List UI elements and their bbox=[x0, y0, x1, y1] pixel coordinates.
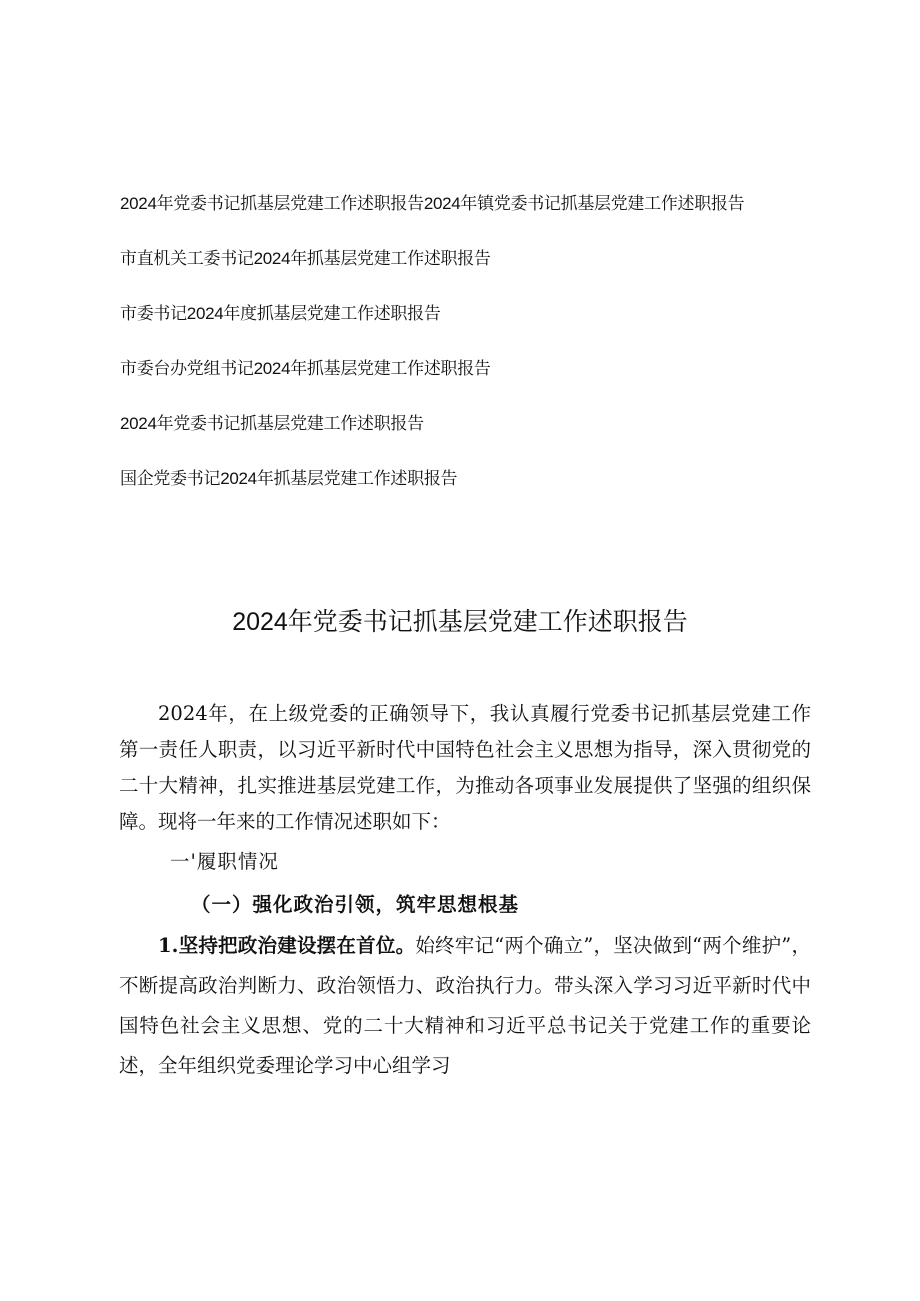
subsection-heading: （一）强化政治引领，筑牢思想根基 bbox=[191, 893, 520, 916]
toc-item[interactable]: 市委台办党组书记2024年抓基层党建工作述职报告 bbox=[120, 359, 491, 378]
point-lead: 1.坚持把政治建设摆在首位。 bbox=[158, 934, 416, 957]
document-title: 2024年党委书记抓基层党建工作述职报告 bbox=[232, 608, 688, 636]
toc-item[interactable]: 国企党委书记2024年抓基层党建工作述职报告 bbox=[120, 469, 458, 488]
point-paragraph bbox=[119, 926, 811, 1086]
toc-item[interactable]: 2024年党委书记抓基层党建工作述职报告2024年镇党委书记抓基层党建工作述职报告 bbox=[120, 194, 745, 213]
document-body bbox=[119, 696, 811, 1086]
toc-item[interactable]: 市直机关工委书记2024年抓基层党建工作述职报告 bbox=[120, 249, 491, 268]
toc-item[interactable]: 2024年党委书记抓基层党建工作述职报告 bbox=[120, 414, 424, 433]
intro-paragraph: 2024年，在上级党委的正确领导下，我认真履行党委书记抓基层党建工作第一责任人职责，以习近平新时代中国特色社会主义思想为指导，深入贯彻党的二十大精神，扎实推进基层党建工作，为推动各项事业发展提供了坚强的组织保障。现将一年来的工作情况述职如下： bbox=[119, 702, 811, 833]
section-heading: 一'履职情况 bbox=[170, 850, 279, 873]
table-of-contents bbox=[120, 188, 840, 518]
toc-item[interactable]: 市委书记2024年度抓基层党建工作述职报告 bbox=[120, 304, 441, 323]
point-text: 始终牢记“两个确立”，坚决做到“两个维护”，不断提高政治判断力、政治领悟力、政治执行力。带头深入学习习近平新时代中国特色社会主义思想、党的二十大精神和习近平总书记关于党建工作的重要论述，全年组织党委理论学习中心组学习 bbox=[119, 934, 811, 1077]
